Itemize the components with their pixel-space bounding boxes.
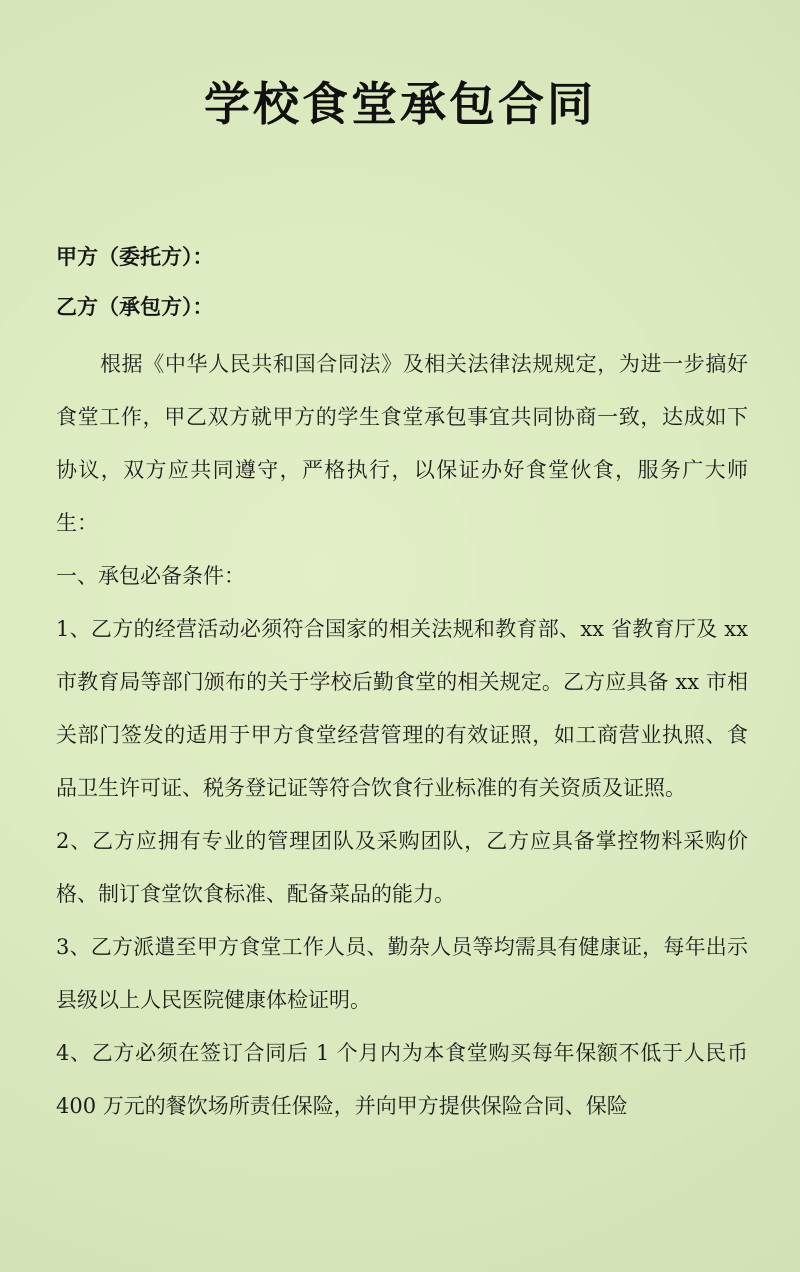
clause-paragraph: 4、乙方必须在签订合同后 1 个月内为本食堂购买每年保额不低于人民币 400 万元的餐饮场所责任保险，并向甲方提供保险合同、保险 xyxy=(56,1041,748,1118)
party-b-label: 乙方（承包方）： xyxy=(56,295,214,319)
contract-body xyxy=(56,338,748,1133)
section-heading: 一、承包必备条件： xyxy=(56,564,245,588)
clause-paragraph: 1、乙方的经营活动必须符合国家的相关法规和教育部、xx 省教育厅及 xx 市教育局等部门颁布的关于学校后勤食堂的相关规定。乙方应具备 xx 市相关部门签发的适用于甲方食堂经营管理的有效证照，如工商营业执照、食品卫生许可证、税务登记证等符合饮食行业标准的有关资质及证照。 xyxy=(56,617,748,800)
clause-paragraph: 2、乙方应拥有专业的管理团队及采购团队，乙方应具备掌控物料采购价格、制订食堂饮食标准、配备菜品的能力。 xyxy=(56,829,748,906)
document-title: 学校食堂承包合同 xyxy=(204,77,596,131)
clause-paragraph: 3、乙方派遣至甲方食堂工作人员、勤杂人员等均需具有健康证，每年出示县级以上人民医院健康体检证明。 xyxy=(56,935,748,1012)
party-a-label: 甲方（委托方）： xyxy=(56,245,214,269)
intro-paragraph: 根据《中华人民共和国合同法》及相关法律法规规定，为进一步搞好食堂工作，甲乙双方就甲方的学生食堂承包事宜共同协商一致，达成如下协议，双方应共同遵守，严格执行，以保证办好食堂伙食，服务广大师生： xyxy=(56,352,748,535)
